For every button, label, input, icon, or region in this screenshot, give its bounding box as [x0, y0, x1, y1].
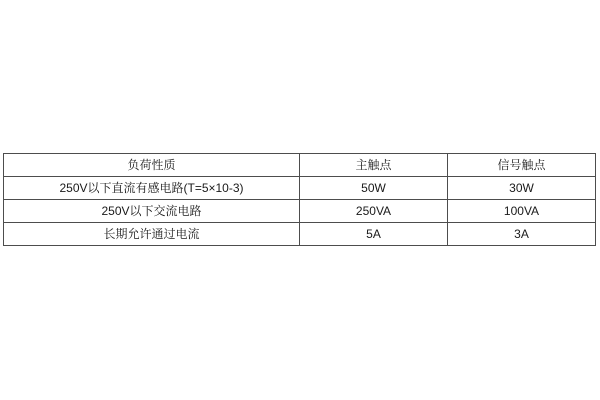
table-row: [4, 223, 596, 246]
cell-main-contact-value: 5A: [300, 223, 448, 246]
cell-load-type: 250V以下交流电路: [4, 200, 300, 223]
load-capacity-spec-table: [3, 153, 596, 246]
table-header-row: [4, 154, 596, 177]
cell-main-contact-value: 250VA: [300, 200, 448, 223]
cell-signal-contact-value: 30W: [448, 177, 596, 200]
header-cell-load-type: 负荷性质: [4, 154, 300, 177]
header-cell-signal-contact: 信号触点: [448, 154, 596, 177]
table-row: [4, 200, 596, 223]
table-row: [4, 177, 596, 200]
cell-signal-contact-value: 100VA: [448, 200, 596, 223]
cell-signal-contact-value: 3A: [448, 223, 596, 246]
cell-main-contact-value: 50W: [300, 177, 448, 200]
cell-load-type: 250V以下直流有感电路(T=5×10-3): [4, 177, 300, 200]
header-cell-main-contact: 主触点: [300, 154, 448, 177]
cell-load-type: 长期允许通过电流: [4, 223, 300, 246]
